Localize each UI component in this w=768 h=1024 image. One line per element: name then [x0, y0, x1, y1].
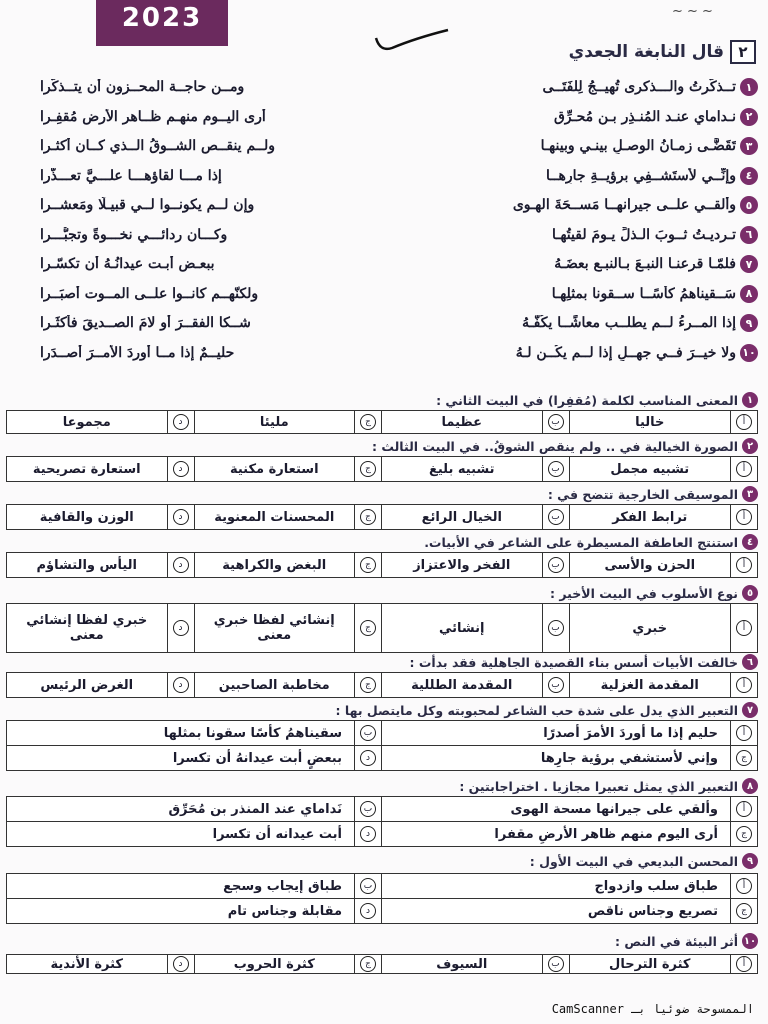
question-text: المعنى المناسب لكلمة (مُقفِرا) في البيت الثاني : [436, 392, 738, 408]
option-text: المحسنات المعنوية [214, 509, 335, 525]
option-text: وإني لأستشفي برؤية جارِها [540, 750, 718, 766]
option-text: خبري لفظا إنشائي معنى [26, 613, 148, 643]
option-text: تشبيه بليغ [429, 461, 495, 477]
option-letter: ب [548, 956, 564, 972]
question-label [436, 392, 758, 408]
option-text: استعارة تصريحية [32, 461, 141, 477]
question-label [459, 778, 758, 794]
option-marker [354, 955, 382, 973]
option-letter: ب [548, 677, 564, 693]
option-letter: أ [736, 461, 752, 477]
option-marker [542, 411, 570, 433]
question-number: ٩ [742, 853, 758, 869]
verse-first-hemistich: تَقَضَّـى زمـانُ الوصـلِ بينـي وبينهـا [540, 138, 736, 154]
answer-grid-row [7, 821, 757, 846]
verse-number: ٥ [740, 196, 758, 214]
option-letter: ج [360, 557, 376, 573]
option-letter: ب [360, 801, 376, 817]
answer-options [6, 552, 758, 578]
option-text: الحزن والأسى [604, 557, 696, 573]
option-marker [730, 505, 757, 529]
option-text: مخاطبة الصاحبين [218, 677, 330, 693]
answer-option[interactable] [570, 553, 758, 577]
answer-option[interactable] [195, 604, 383, 652]
option-letter: أ [736, 620, 752, 636]
verse-first-hemistich: فلمّـا قرعنـا النبـعَ بـالنبـعِ بعضَـهُ [554, 256, 736, 272]
option-marker [542, 673, 570, 697]
answer-options [6, 672, 758, 698]
verse-first-hemistich: إذا المــرءُ لــم يطلــب معاشًــا يكُفُّـهُ [522, 315, 736, 331]
option-text: البغض والكراهية [222, 557, 327, 573]
option-letter: د [173, 677, 189, 693]
option-text: الغرض الرئيس [40, 677, 134, 693]
option-text: أبت عيدانه أن تكسرا [212, 826, 342, 842]
option-text: الوزن والقافية [39, 509, 134, 525]
option-letter: ب [548, 509, 564, 525]
option-letter: أ [736, 557, 752, 573]
option-text: طباق إيجاب وسجع [223, 878, 342, 894]
verse-first-hemistich: ولا خيــرَ فــي جهــلٍ إذا لــم يكُــن لـهُ [515, 344, 736, 361]
option-marker [730, 746, 757, 770]
option-text: السيوف [436, 956, 488, 972]
corner-note: ~ ~ ~ [672, 4, 713, 19]
option-letter: د [173, 509, 189, 525]
option-letter: ج [736, 750, 752, 766]
option-marker [167, 673, 195, 697]
option-marker [730, 899, 757, 923]
option-letter: ب [548, 414, 564, 430]
answer-option[interactable] [7, 797, 382, 821]
question-text: التعبير الذي يمثل تعبيرا مجازيا . اختراجابتين : [459, 778, 738, 794]
option-marker [730, 955, 757, 973]
option-letter: ج [360, 956, 376, 972]
verse-line [36, 220, 758, 250]
option-text: مليئا [259, 414, 289, 430]
answer-option[interactable] [195, 411, 383, 433]
option-marker [354, 721, 382, 745]
answer-grid [6, 720, 758, 771]
question-text: خالفت الأبيات أسس بناء القصيدة الجاهلية فقد بدأت : [409, 654, 738, 670]
verse-number: ٢ [740, 108, 758, 126]
answer-grid [6, 796, 758, 847]
option-marker [542, 955, 570, 973]
verse-first-hemistich: وإنِّــي لأَستَشــفِي برؤيــةِ جارِهــا [546, 167, 736, 184]
answer-option[interactable] [195, 457, 383, 481]
option-text: ترابط الفكر [612, 509, 688, 525]
question-text: الموسيقى الخارجية تتضح في : [547, 486, 738, 502]
answer-grid-row [7, 745, 757, 770]
poem-title: قال النابغة الجعدي [568, 42, 724, 62]
answer-grid-row [7, 797, 757, 821]
answer-option[interactable] [7, 822, 382, 846]
year-tab: 2023 [96, 0, 228, 46]
option-letter: د [173, 461, 189, 477]
option-marker [167, 411, 195, 433]
option-letter: ج [360, 461, 376, 477]
answer-grid-row [7, 874, 757, 898]
answer-option[interactable] [7, 899, 382, 923]
option-text: إنشائي [439, 620, 485, 636]
question-label [550, 585, 758, 601]
answer-option[interactable] [382, 505, 570, 529]
question-label [615, 933, 758, 949]
verse-number: ٤ [740, 167, 758, 185]
option-text: اليأس والتشاؤم [36, 557, 137, 573]
verse-second-hemistich: ولــم ينقــص الشــوقُ الــذي كــان أكثـرا [40, 138, 275, 154]
option-text: طباق سلب وازدواج [594, 878, 718, 894]
verse-first-hemistich: وأُلقــي علــى جيرانهــا مَســحَةَ الهـوى [512, 197, 736, 213]
answer-option[interactable] [570, 411, 758, 433]
option-letter: ج [736, 826, 752, 842]
answer-grid-row [7, 898, 757, 923]
verse-second-hemistich: وإن لــم يكونــوا لــي قبيـلًا ومَعشــرا [40, 197, 255, 213]
question-number: ١٠ [742, 933, 758, 949]
option-letter: ج [360, 414, 376, 430]
option-letter: د [360, 903, 376, 919]
answer-option[interactable] [382, 721, 757, 745]
answer-option[interactable] [7, 457, 195, 481]
question-number: ٨ [742, 778, 758, 794]
question-number: ٥ [742, 585, 758, 601]
option-text: كثرة الحروب [233, 956, 315, 972]
verse-first-hemistich: نـداماي عنـد المُنـذِر بـن مُحـرِّق [553, 108, 736, 125]
option-letter: ج [360, 677, 376, 693]
option-marker [354, 505, 382, 529]
answer-option[interactable] [382, 457, 570, 481]
verse-number: ٧ [740, 255, 758, 273]
option-letter: د [360, 750, 376, 766]
verse-line [36, 161, 758, 191]
option-letter: أ [736, 801, 752, 817]
verse-first-hemistich: تــذكَّرتُ والـــذكرى تُهيــجُ لِلفَتَــى [542, 79, 736, 95]
option-marker [167, 457, 195, 481]
verse-number: ٣ [740, 137, 758, 155]
answer-options [6, 504, 758, 530]
option-text: أرى اليوم منهم ظاهر الأرضِ مقفرا [494, 826, 718, 842]
verse-second-hemistich: وكـــان ردائـــي نخـــوةً وتجبُّـــرا [40, 226, 228, 243]
option-marker [354, 797, 382, 821]
answer-option[interactable] [7, 874, 382, 898]
option-marker [730, 721, 757, 745]
poem-number: ٢ [730, 40, 756, 64]
answer-option[interactable] [7, 604, 195, 652]
option-text: كثرة الأندية [50, 956, 123, 972]
option-letter: ج [360, 620, 376, 636]
verse-second-hemistich: أرى اليــوم منهـم ظــاهر الأرضِ مُقفِـرا [40, 108, 266, 125]
verse-line [36, 131, 758, 161]
question-label [410, 654, 759, 670]
option-letter: د [360, 826, 376, 842]
option-text: استعارة مكنية [229, 461, 319, 477]
question-label [548, 486, 758, 502]
answer-grid-row [7, 721, 757, 745]
option-text: مقابلة وجناس تام [227, 903, 342, 919]
option-letter: ب [360, 878, 376, 894]
answer-option[interactable] [195, 955, 383, 973]
verse-number: ٩ [740, 314, 758, 332]
question-label [336, 702, 758, 718]
option-marker [167, 604, 195, 652]
answer-option[interactable] [195, 553, 383, 577]
question-label [530, 853, 758, 869]
verse-number: ١٠ [740, 344, 758, 362]
answer-option[interactable] [382, 955, 570, 973]
option-letter: ج [360, 509, 376, 525]
verse-second-hemistich: حليــمٌ إذا مــا أوردَ الأمــرَ أصــدَرا [40, 344, 235, 361]
option-text: تشبيه مجمل [610, 461, 690, 477]
answer-options [6, 410, 758, 434]
answer-options [6, 954, 758, 974]
check-mark-icon [372, 26, 452, 56]
question-text: المحسن البديعي في البيت الأول : [529, 853, 738, 869]
option-marker [354, 899, 382, 923]
verse-second-hemistich: شــكا الفقــرَ أو لامَ الصــديقَ فأكثَـرا [40, 315, 251, 331]
answer-option[interactable] [7, 673, 195, 697]
option-marker [167, 553, 195, 577]
option-marker [354, 457, 382, 481]
verse-second-hemistich: إذا مـــا لقاؤهـــا علـــيَّ تعـــذَّرا [40, 167, 222, 184]
option-marker [730, 411, 757, 433]
question-text: أثر البيئة في النص : [615, 933, 738, 949]
verse-number: ١ [740, 78, 758, 96]
option-text: الفخر والاعتزاز [413, 557, 511, 573]
verse-line [36, 279, 758, 309]
answer-option[interactable] [570, 457, 758, 481]
question-number: ٣ [742, 486, 758, 502]
option-letter: د [173, 956, 189, 972]
option-marker [730, 874, 757, 898]
answer-option[interactable] [7, 721, 382, 745]
question-text: استنتج العاطفة المسيطرة على الشاعر في الأبيات. [424, 534, 738, 550]
answer-option[interactable] [382, 822, 757, 846]
answer-option[interactable] [382, 797, 757, 821]
answer-options [6, 603, 758, 653]
option-marker [167, 955, 195, 973]
option-marker [354, 553, 382, 577]
option-text: المقدمة الغزلية [600, 677, 699, 693]
option-marker [354, 822, 382, 846]
option-text: حليم إذا ما أوردَ الأمرَ أصدرًا [543, 725, 718, 741]
question-label [424, 534, 758, 550]
answer-option[interactable] [7, 411, 195, 433]
verse-second-hemistich: ومــن حاجــة المحــزون أن يتــذكَّرا [40, 79, 245, 95]
answer-option[interactable] [382, 604, 570, 652]
option-marker [730, 797, 757, 821]
answer-options [6, 456, 758, 482]
option-text: خبري [632, 620, 668, 636]
answer-option[interactable] [382, 553, 570, 577]
verse-line [36, 102, 758, 132]
question-number: ١ [742, 392, 758, 408]
question-number: ٧ [742, 702, 758, 718]
option-text: سقيناهمُ كأسًا سقونا بمثلها [163, 725, 342, 741]
question-text: الصورة الخيالية في .. ولم ينقص الشوقُ.. في البيت الثالث : [372, 438, 738, 454]
option-letter: أ [736, 878, 752, 894]
option-letter: ب [548, 557, 564, 573]
option-marker [730, 457, 757, 481]
verse-first-hemistich: سَــقيناهمُ كأسًــا ســقونا بمثلِهـا [551, 285, 736, 302]
verse-line [36, 338, 758, 368]
verse-number: ٨ [740, 285, 758, 303]
answer-option[interactable] [382, 899, 757, 923]
option-letter: أ [736, 725, 752, 741]
verse-line [36, 249, 758, 279]
answer-grid [6, 873, 758, 924]
answer-option[interactable] [382, 673, 570, 697]
question-text: نوع الأسلوب في البيت الأخير : [550, 585, 738, 601]
option-marker [730, 604, 757, 652]
option-text: إنشائي لفظا خبري معنى [213, 613, 335, 643]
option-text: نَداماي عند المنذر بن مُحَرِّق [168, 801, 342, 817]
option-letter: ب [548, 461, 564, 477]
option-letter: ج [736, 903, 752, 919]
option-text: الخيال الرائع [421, 509, 502, 525]
answer-option[interactable] [382, 411, 570, 433]
verse-line [36, 308, 758, 338]
option-text: عظيما [441, 414, 482, 430]
option-letter: د [173, 620, 189, 636]
answer-option[interactable] [7, 746, 382, 770]
option-marker [354, 411, 382, 433]
verse-second-hemistich: ببعـض أبـت عيدانُـهُ أن تكسّـرا [40, 256, 215, 272]
option-marker [354, 673, 382, 697]
option-letter: ب [360, 725, 376, 741]
option-letter: أ [736, 509, 752, 525]
option-letter: د [173, 414, 189, 430]
poem-title-row [569, 40, 756, 64]
answer-option[interactable] [7, 955, 195, 973]
option-letter: ب [548, 620, 564, 636]
option-marker [354, 604, 382, 652]
option-marker [730, 673, 757, 697]
option-marker [354, 746, 382, 770]
answer-option[interactable] [570, 955, 758, 973]
option-marker [354, 874, 382, 898]
option-text: خاليا [635, 414, 665, 430]
question-number: ٢ [742, 438, 758, 454]
option-marker [542, 604, 570, 652]
option-text: ببعضٍ أبت عيدانهُ أن تكسرا [172, 750, 342, 766]
question-text: التعبير الذي يدل على شدة حب الشاعر لمحبوبته وكل مايتصل بها : [335, 702, 738, 718]
answer-option[interactable] [7, 505, 195, 529]
verse-number: ٦ [740, 226, 758, 244]
answer-option[interactable] [570, 505, 758, 529]
question-number: ٦ [742, 654, 758, 670]
verse-line [36, 72, 758, 102]
option-marker [730, 553, 757, 577]
option-letter: د [173, 557, 189, 573]
scanner-footer: الممسوحة ضوئيا بـ CamScanner [551, 1002, 754, 1016]
question-number: ٤ [742, 534, 758, 550]
verse-first-hemistich: تـرديـتُ ثــوبَ الـذلِّ يـومَ لقيتُهـا [551, 226, 736, 243]
answer-option[interactable] [7, 553, 195, 577]
option-text: مجموعا [62, 414, 111, 430]
option-text: وألقي على جيرانها مسحة الهوى [510, 801, 718, 817]
question-label [372, 438, 758, 454]
option-marker [542, 505, 570, 529]
option-letter: أ [736, 956, 752, 972]
answer-option[interactable] [382, 746, 757, 770]
option-text: المقدمة الطللية [411, 677, 513, 693]
option-marker [542, 553, 570, 577]
option-text: تصريع وجناس ناقص [587, 903, 718, 919]
answer-option[interactable] [570, 673, 758, 697]
option-letter: أ [736, 677, 752, 693]
option-marker [730, 822, 757, 846]
verse-second-hemistich: ولكنّهــم كانــوا علــى المــوت أصبَــرا [40, 285, 259, 302]
option-marker [167, 505, 195, 529]
option-letter: أ [736, 414, 752, 430]
option-marker [542, 457, 570, 481]
answer-option[interactable] [195, 673, 383, 697]
answer-option[interactable] [382, 874, 757, 898]
answer-option[interactable] [195, 505, 383, 529]
option-text: كثرة الترحال [609, 956, 691, 972]
answer-option[interactable] [570, 604, 758, 652]
verse-line [36, 190, 758, 220]
